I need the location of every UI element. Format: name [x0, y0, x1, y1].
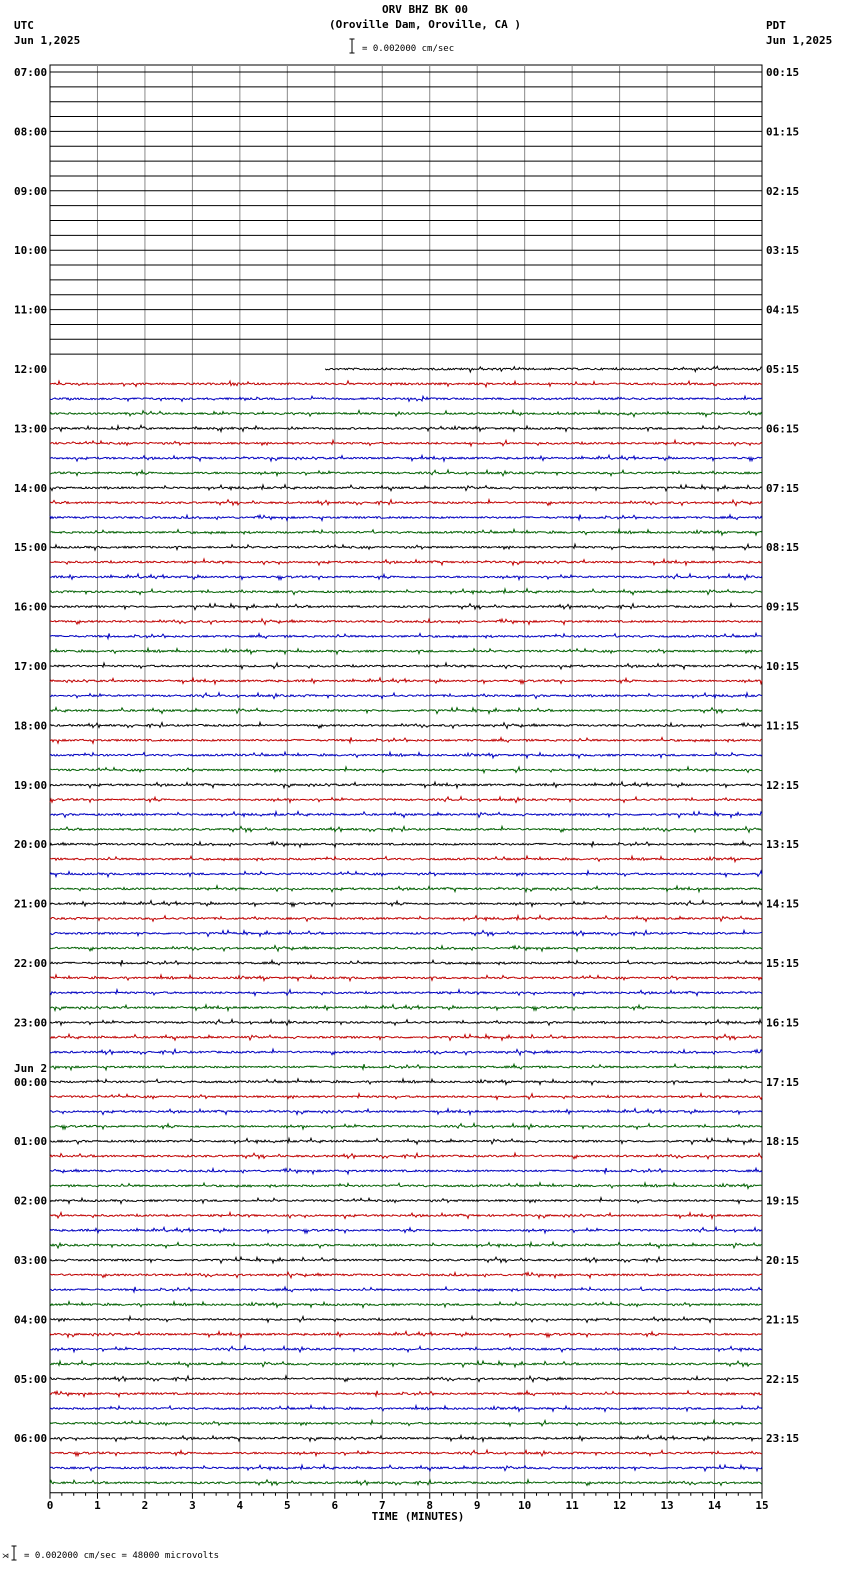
seismic-trace [50, 648, 762, 654]
right-hour-label: 22:15 [766, 1372, 800, 1386]
seismic-trace [50, 901, 762, 907]
seismic-trace [50, 1272, 762, 1278]
right-hour-label: 21:15 [766, 1313, 800, 1327]
left-hour-label: 13:00 [14, 422, 48, 436]
seismic-trace [50, 604, 762, 610]
seismic-trace [50, 1212, 762, 1218]
left-hour-label: 16:00 [14, 600, 48, 614]
seismic-trace [50, 574, 762, 580]
right-hour-label: 03:15 [766, 244, 800, 258]
left-hour-label: 20:00 [14, 838, 48, 852]
left-hour-label: 07:00 [14, 66, 48, 79]
x-tick-label: 4 [236, 1498, 244, 1512]
right-hour-label: 00:15 [766, 66, 800, 79]
seismic-trace [50, 871, 762, 877]
seismic-trace [50, 1302, 762, 1308]
seismic-trace [50, 693, 762, 699]
seismic-trace [50, 544, 762, 550]
seismic-trace [50, 381, 762, 387]
left-hour-label: 06:00 [14, 1432, 48, 1446]
x-tick-label: 6 [331, 1498, 339, 1512]
seismic-trace [50, 485, 762, 491]
seismic-trace [50, 886, 762, 892]
seismic-trace [50, 946, 762, 952]
seismic-trace [50, 1465, 762, 1471]
right-hour-label: 08:15 [766, 541, 800, 555]
seismic-trace [50, 515, 762, 521]
seismic-trace [50, 1227, 762, 1233]
seismic-trace [50, 1450, 762, 1456]
seismic-trace [50, 797, 762, 803]
seismic-trace [50, 1361, 762, 1367]
left-timezone: UTC [14, 19, 34, 32]
seismic-trace [50, 1005, 762, 1011]
seismic-trace [50, 1242, 762, 1248]
seismic-trace [50, 1405, 762, 1411]
seismic-trace [50, 1257, 762, 1263]
seismic-trace [50, 470, 762, 476]
x-axis-label: TIME (MINUTES) [371, 1509, 465, 1523]
seismic-trace [50, 856, 762, 862]
seismic-trace [50, 1331, 762, 1337]
seismic-trace [50, 396, 762, 401]
seismic-trace [50, 1049, 762, 1055]
station-title: ORV BHZ BK 00 [381, 3, 469, 16]
right-hour-label: 12:15 [766, 778, 800, 792]
right-hour-label: 09:15 [766, 600, 800, 614]
right-hour-label: 05:15 [766, 363, 800, 376]
right-date: Jun 1,2025 [766, 34, 833, 47]
x-tick-label: 0 [46, 1498, 54, 1512]
seismic-trace [50, 1391, 762, 1397]
trace-group [50, 72, 762, 1485]
right-hour-label: 11:15 [766, 719, 800, 733]
seismic-trace [50, 529, 762, 535]
plot-frame [50, 65, 762, 1493]
seismic-trace [50, 663, 762, 669]
right-hour-label: 19:15 [766, 1194, 800, 1208]
left-hour-label: 02:00 [14, 1194, 48, 1208]
left-hour-label: 04:00 [14, 1313, 48, 1327]
right-hour-label: 13:15 [766, 838, 800, 852]
x-tick-label: 7 [378, 1498, 386, 1512]
right-timezone: PDT [766, 19, 786, 32]
seismic-trace [50, 425, 762, 431]
right-hour-label: 23:15 [766, 1432, 800, 1446]
right-hour-label: 06:15 [766, 422, 800, 436]
left-hour-label: 03:00 [14, 1254, 48, 1267]
right-hour-label: 07:15 [766, 481, 800, 495]
grid [50, 65, 762, 1493]
left-hour-label: 15:00 [14, 541, 48, 555]
right-hour-label: 02:15 [766, 184, 800, 198]
right-hour-label: 01:15 [766, 125, 800, 139]
right-hour-label: 10:15 [766, 660, 800, 673]
date-change-label: Jun 2 [14, 1061, 48, 1075]
x-tick-label: 11 [565, 1498, 579, 1512]
x-tick-label: 12 [612, 1498, 627, 1512]
seismic-trace [50, 1064, 762, 1070]
x-tick-label: 3 [189, 1498, 196, 1512]
seismic-trace [50, 500, 762, 506]
seismic-trace [50, 915, 762, 921]
seismic-trace [50, 1123, 762, 1129]
seismic-trace [50, 930, 762, 936]
right-hour-label: 16:15 [766, 1016, 800, 1030]
seismic-trace [50, 1168, 762, 1174]
left-date: Jun 1,2025 [14, 34, 81, 47]
left-hour-label: 14:00 [14, 481, 48, 495]
seismic-trace [50, 1376, 762, 1382]
seismic-trace [50, 722, 762, 728]
x-tick-label: 14 [707, 1498, 722, 1512]
seismic-trace [50, 782, 762, 788]
left-hour-label: 19:00 [14, 778, 48, 792]
seismic-trace [50, 841, 762, 847]
x-tick-label: 10 [518, 1498, 532, 1512]
seismic-trace [50, 559, 762, 565]
footer-scale-note: = 0.002000 cm/sec = 48000 microvolts [24, 1551, 220, 1561]
left-hour-label: 08:00 [14, 125, 48, 139]
seismic-trace [50, 1109, 762, 1115]
seismic-trace [50, 1420, 762, 1426]
x-tick-label: 13 [660, 1498, 674, 1512]
seismic-trace [50, 975, 762, 981]
seismic-trace [50, 990, 762, 996]
right-hour-label: 18:15 [766, 1135, 800, 1149]
seismic-trace [50, 1138, 762, 1144]
left-hour-label: 12:00 [14, 363, 48, 376]
left-hour-label: 22:00 [14, 957, 48, 970]
left-hour-label: 09:00 [14, 184, 48, 198]
seismic-trace [50, 678, 762, 684]
seismic-trace [50, 1034, 762, 1040]
seismic-trace [50, 619, 762, 625]
footer-tiny-mark: ⋊ [2, 1552, 9, 1560]
seismic-trace [50, 410, 762, 416]
left-hour-label: 18:00 [14, 719, 48, 733]
seismic-trace [50, 960, 762, 965]
right-hour-label: 14:15 [766, 897, 800, 911]
seismic-trace [50, 1316, 762, 1322]
left-hour-label: 10:00 [14, 244, 48, 258]
right-hour-label: 04:15 [766, 303, 800, 317]
seismic-trace [50, 1480, 762, 1486]
x-tick-label: 1 [94, 1498, 101, 1512]
x-tick-label: 8 [426, 1498, 434, 1512]
seismic-trace [50, 767, 762, 773]
x-tick-label: 15 [755, 1498, 769, 1512]
seismic-trace [50, 1094, 762, 1100]
seismic-trace [50, 826, 762, 832]
seismic-trace [50, 708, 762, 714]
seismic-trace [50, 1346, 762, 1352]
scale-label: = 0.002000 cm/sec [362, 44, 455, 54]
left-hour-label: 05:00 [14, 1372, 48, 1386]
seismic-trace [50, 455, 762, 461]
x-tick-label: 5 [284, 1498, 291, 1512]
station-location: (Oroville Dam, Oroville, CA ) [328, 18, 522, 31]
left-hour-label: 23:00 [14, 1016, 48, 1030]
seismic-trace [50, 1153, 762, 1159]
seismic-trace [50, 589, 762, 595]
left-hour-label: 21:00 [14, 897, 48, 911]
seismic-trace [50, 633, 762, 638]
seismic-trace [50, 1287, 762, 1292]
x-tick-label: 9 [473, 1498, 481, 1512]
seismic-trace [50, 737, 762, 743]
right-hour-label: 15:15 [766, 957, 800, 970]
seismic-trace [50, 752, 762, 758]
left-hour-label: 00:00 [14, 1075, 48, 1089]
seismic-trace [325, 366, 761, 372]
seismic-trace [50, 1183, 762, 1189]
left-hour-label: 01:00 [14, 1135, 48, 1149]
right-hour-label: 20:15 [766, 1254, 800, 1267]
seismic-trace [50, 812, 762, 818]
left-hour-label: 11:00 [14, 303, 48, 317]
seismic-trace [50, 1435, 762, 1441]
seismic-trace [50, 440, 762, 446]
seismic-trace [50, 1019, 762, 1025]
left-hour-label: 17:00 [14, 660, 48, 673]
seismic-trace [50, 1198, 762, 1204]
seismic-trace [50, 1079, 762, 1085]
x-tick-label: 2 [141, 1498, 149, 1512]
right-hour-label: 17:15 [766, 1075, 800, 1089]
